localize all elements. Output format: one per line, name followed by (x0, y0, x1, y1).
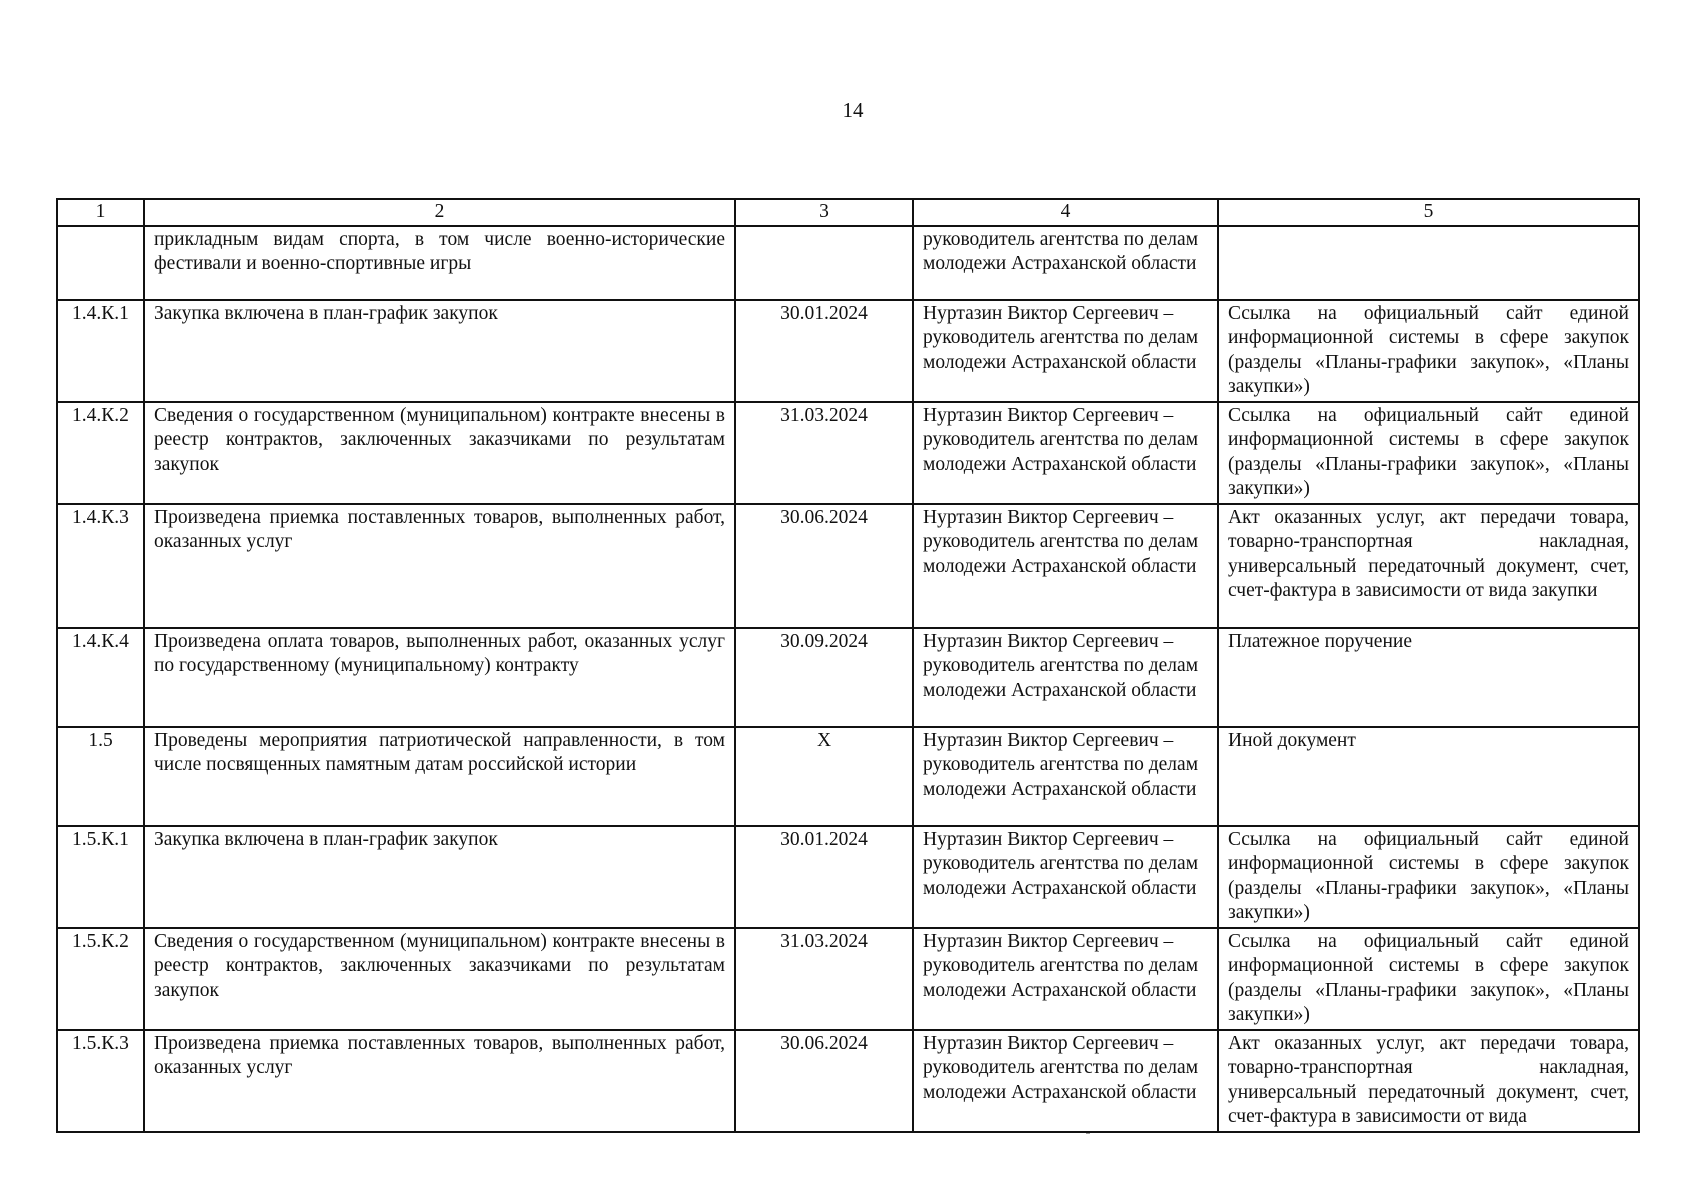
responsible-cell: Нуртазин Виктор Сергеевич – руководитель агентства по делам молодежи Астраханской области (913, 826, 1218, 928)
column-header-4: 4 (913, 199, 1218, 226)
column-header-3: 3 (735, 199, 913, 226)
page-number: 14 (842, 98, 864, 122)
date-cell: 30.09.2024 (735, 628, 913, 727)
table-row (57, 504, 1639, 628)
date-cell: 31.03.2024 (735, 402, 913, 504)
document-cell: Платежное поручение (1218, 628, 1639, 727)
plan-table (56, 198, 1640, 1133)
document-cell: Иной документ (1218, 727, 1639, 826)
description-cell: прикладным видам спорта, в том числе военно-исторические фестивали и военно-спортивные игры (144, 226, 735, 300)
column-header-2: 2 (144, 199, 735, 226)
document-cell (1218, 226, 1639, 300)
table-row (57, 226, 1639, 300)
column-number-row (57, 199, 1639, 226)
date-cell (735, 226, 913, 300)
description-cell: Закупка включена в план-график закупок (144, 826, 735, 928)
document-cell: Акт оказанных услуг, акт передачи товара, товарно-транспортная накладная, универсальный передаточный документ, счет, счет-фактура в зависимости от вида (1218, 1030, 1639, 1132)
row-number-cell: 1.4.К.3 (57, 504, 144, 628)
description-cell: Сведения о государственном (муниципальном) контракте внесены в реестр контрактов, заключенных заказчиками по результатам закупок (144, 928, 735, 1030)
row-number-cell: 1.4.К.2 (57, 402, 144, 504)
row-number-cell: 1.4.К.1 (57, 300, 144, 402)
description-cell: Сведения о государственном (муниципальном) контракте внесены в реестр контрактов, заключенных заказчиками по результатам закупок (144, 402, 735, 504)
row-number-cell: 1.5.К.2 (57, 928, 144, 1030)
date-cell: 30.06.2024 (735, 504, 913, 628)
table-row (57, 402, 1639, 504)
description-cell: Произведена приемка поставленных товаров, выполненных работ, оказанных услуг (144, 504, 735, 628)
table-row (57, 628, 1639, 727)
date-cell: X (735, 727, 913, 826)
description-cell: Произведена оплата товаров, выполненных работ, оказанных услуг по государственному (муниципальному) контракту (144, 628, 735, 727)
description-cell: Закупка включена в план-график закупок (144, 300, 735, 402)
row-number-cell: 1.5 (57, 727, 144, 826)
document-cell: Ссылка на официальный сайт единой информационной системы в сфере закупок (разделы «Планы-графики закупок», «Планы закупки») (1218, 826, 1639, 928)
date-cell: 30.01.2024 (735, 300, 913, 402)
date-cell: 30.06.2024 (735, 1030, 913, 1132)
responsible-cell: Нуртазин Виктор Сергеевич – руководитель агентства по делам молодежи Астраханской области (913, 628, 1218, 727)
responsible-cell: Нуртазин Виктор Сергеевич – руководитель агентства по делам молодежи Астраханской области (913, 402, 1218, 504)
table-row (57, 1030, 1639, 1132)
responsible-cell: Нуртазин Виктор Сергеевич – руководитель агентства по делам молодежи Астраханской области (913, 1030, 1218, 1132)
document-cell: Ссылка на официальный сайт единой информационной системы в сфере закупок (разделы «Планы-графики закупок», «Планы закупки») (1218, 300, 1639, 402)
document-cell: Акт оказанных услуг, акт передачи товара, товарно-транспортная накладная, универсальный передаточный документ, счет, счет-фактура в зависимости от вида закупки (1218, 504, 1639, 628)
column-header-1: 1 (57, 199, 144, 226)
table-row (57, 300, 1639, 402)
responsible-cell: Нуртазин Виктор Сергеевич – руководитель агентства по делам молодежи Астраханской области (913, 727, 1218, 826)
scan-speck (1086, 1133, 1090, 1134)
description-cell: Произведена приемка поставленных товаров, выполненных работ, оказанных услуг (144, 1030, 735, 1132)
document-cell: Ссылка на официальный сайт единой информационной системы в сфере закупок (разделы «Планы-графики закупок», «Планы закупки») (1218, 928, 1639, 1030)
column-header-5: 5 (1218, 199, 1639, 226)
document-cell: Ссылка на официальный сайт единой информационной системы в сфере закупок (разделы «Планы-графики закупок», «Планы закупки») (1218, 402, 1639, 504)
date-cell: 31.03.2024 (735, 928, 913, 1030)
date-cell: 30.01.2024 (735, 826, 913, 928)
table-row (57, 826, 1639, 928)
description-cell: Проведены мероприятия патриотической направленности, в том числе посвященных памятным датам российской истории (144, 727, 735, 826)
responsible-cell: Нуртазин Виктор Сергеевич – руководитель агентства по делам молодежи Астраханской области (913, 928, 1218, 1030)
row-number-cell (57, 226, 144, 300)
row-number-cell: 1.4.К.4 (57, 628, 144, 727)
responsible-cell: руководитель агентства по делам молодежи Астраханской области (913, 226, 1218, 300)
responsible-cell: Нуртазин Виктор Сергеевич – руководитель агентства по делам молодежи Астраханской области (913, 504, 1218, 628)
table-row (57, 727, 1639, 826)
table-row (57, 928, 1639, 1030)
row-number-cell: 1.5.К.3 (57, 1030, 144, 1132)
row-number-cell: 1.5.К.1 (57, 826, 144, 928)
responsible-cell: Нуртазин Виктор Сергеевич – руководитель агентства по делам молодежи Астраханской области (913, 300, 1218, 402)
